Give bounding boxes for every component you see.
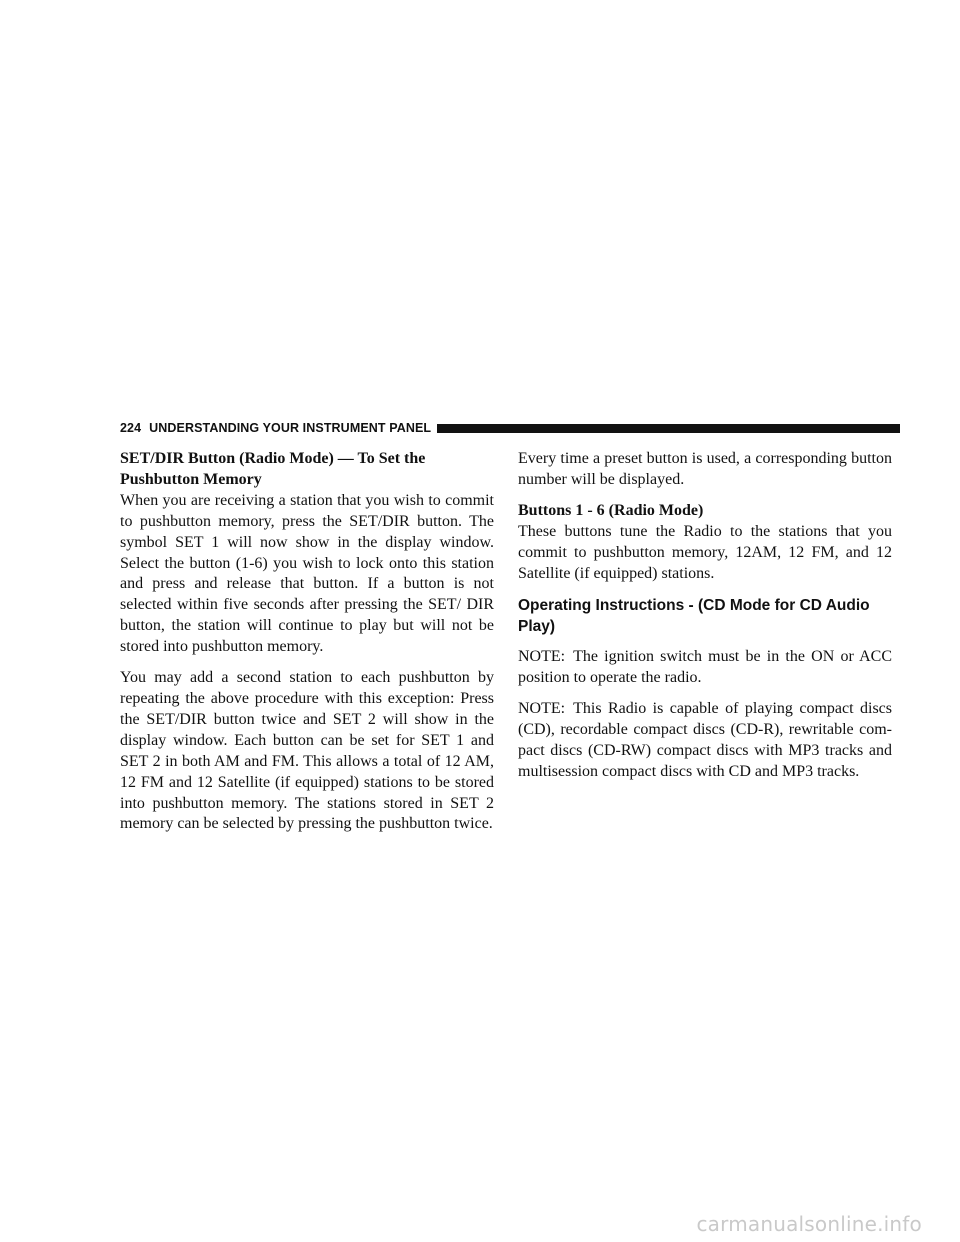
running-header <box>120 421 900 435</box>
second-station-paragraph: You may add a second station to each pushbutton by repeating the above procedure with this exception: Press the SET/DIR button twice and SET 2 will show in the display window. Each button can be set for SET 1 and SET 2 in both AM and FM. This allows a total of 12 AM, 12 FM and 12 Satellite (if equipped) stations to be stored into pushbutton memory. The stations stored in SET 2 memory can be selected by pressing the pushbutton twice. <box>120 669 494 833</box>
buttons-heading: Buttons 1 - 6 (Radio Mode) <box>518 501 704 519</box>
watermark: carmanualsonline.info <box>696 1212 922 1236</box>
set-dir-heading-line-1: SET/DIR Button (Radio Mode) — To Set the <box>120 450 426 467</box>
right-column <box>518 449 892 793</box>
header-text <box>120 421 431 435</box>
operating-instructions-heading <box>518 596 892 637</box>
section-title: UNDERSTANDING YOUR INSTRUMENT PANEL <box>149 421 432 435</box>
note-text: The ignition switch must be in the ON or ACC position to operate the radio. <box>518 648 892 687</box>
set-dir-heading <box>120 449 494 491</box>
buttons-paragraph: These buttons tune the Radio to the stations that you commit to pushbutton memory, 12AM, 12 FM, and 12 Satellite (if equipped) stations. <box>518 522 892 582</box>
note-cd-capability <box>518 699 892 783</box>
note-ignition <box>518 647 892 689</box>
operating-heading-line-1: Operating Instructions - (CD Mode for CD Audio <box>518 597 870 615</box>
header-rule <box>437 424 900 433</box>
note-text: This Radio is capable of playing compact discs (CD), recordable compact discs (CD-R), rewritable compact discs (CD-RW) compact discs with MP3 tracks and multisession compact discs with CD and MP3 tracks. <box>518 700 892 780</box>
note-label: NOTE: <box>518 648 566 666</box>
left-column <box>120 449 494 845</box>
page-number: 224 <box>120 421 142 435</box>
preset-button-paragraph: Every time a preset button is used, a corresponding button number will be displayed. <box>518 450 892 488</box>
note-label: NOTE: <box>518 700 566 718</box>
operating-heading-line-2: Play) <box>518 617 556 635</box>
set-dir-paragraph: When you are receiving a station that you wish to commit to pushbutton memory, press the SET/DIR button. The symbol SET 1 will now show in the display window. Select the button (1-6) you wish to lock onto this station and press and release that button. If a button is not selected within five seconds after pressing the SET/ DIR button, the station will continue to play but will not be stored into pushbutton memory. <box>120 491 494 656</box>
set-dir-heading-line-2: Pushbutton Memory <box>120 470 262 488</box>
